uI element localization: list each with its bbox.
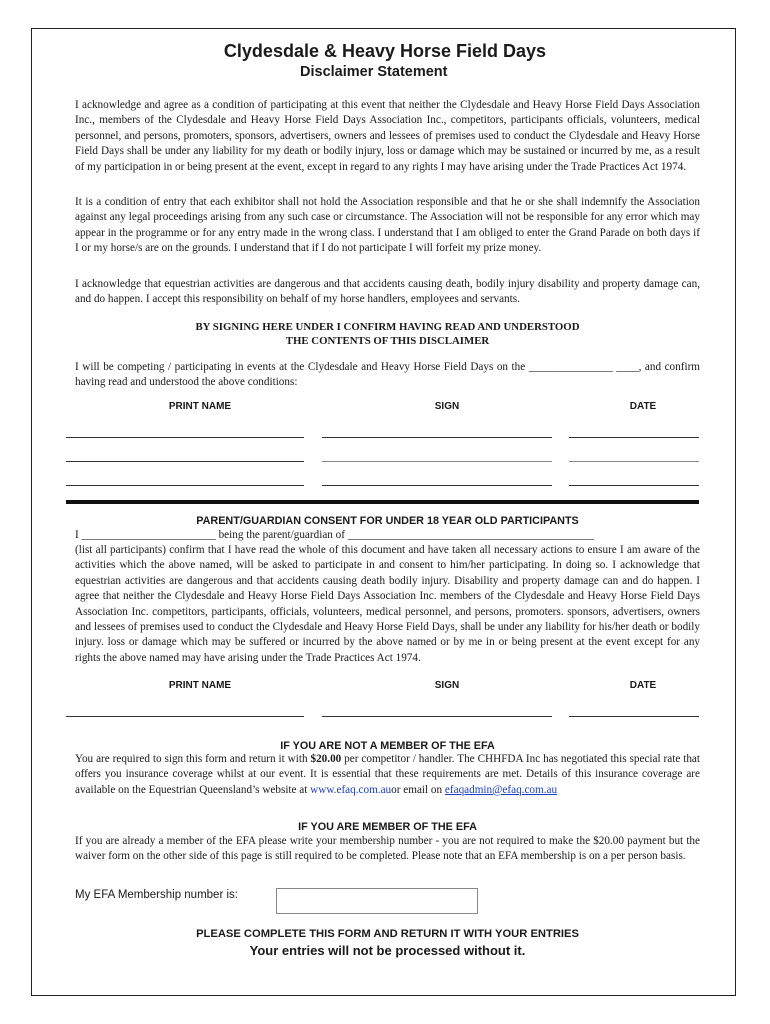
parent-date-header: DATE	[629, 680, 657, 691]
print-name-line-1[interactable]	[66, 437, 304, 438]
section-divider	[66, 500, 699, 504]
parent-print-name-header: PRINT NAME	[168, 680, 232, 691]
efaq-website-link[interactable]: www.efaq.com.au	[310, 783, 392, 796]
sign-line-2[interactable]	[322, 461, 552, 462]
date-line-1[interactable]	[569, 437, 699, 438]
print-name-line-3[interactable]	[66, 485, 304, 486]
fee-amount: $20.00	[310, 753, 342, 765]
date-header: DATE	[629, 401, 657, 412]
document-subtitle: Disclaimer Statement	[300, 64, 448, 80]
sign-line-3[interactable]	[322, 485, 552, 486]
print-name-header: PRINT NAME	[168, 401, 232, 412]
disclaimer-paragraph-2: It is a condition of entry that each exhibitor shall not hold the Association responsible and that he or she shall indemnify the Association against any legal proceedings arising from any such case or circumstance. The Association will not be responsible for any error which may appear in the programme or for any entry made in the wrong class. I understand that I am obliged to enter the Grand Parade on both days if I or my horse/s are on the grounds. I understand that if I do not participate I will forfeit my prize money.	[75, 196, 700, 255]
parent-print-name-line[interactable]	[66, 716, 304, 717]
confirm-line-1: BY SIGNING HERE UNDER I CONFIRM HAVING READ AND UNDERSTOOD	[195, 321, 580, 333]
parent-sign-header: SIGN	[434, 680, 460, 691]
parent-sign-line[interactable]	[322, 716, 552, 717]
non-member-text: You are required to sign this form and return it with $20.00 per competitor / handler. The CHHFDA Inc has negotiated this special rate that offers you insurance coverage whilst at our event. It is essential that these requirements are met. Details of this insurance coverage are available on the Equestrian Queensland’s website at www.efaq.com.auor email on efaqadmin@efaq.com.au	[75, 753, 700, 796]
document-title: Clydesdale & Heavy Horse Field Days	[223, 41, 547, 61]
competing-statement: I will be competing / participating in events at the Clydesdale and Heavy Horse Field Days on the _______________ ____, and confirm having read and understood the above conditions:	[75, 361, 700, 389]
efa-membership-label: My EFA Membership number is:	[75, 889, 238, 901]
sign-line-1[interactable]	[322, 437, 552, 438]
parent-consent-body: (list all participants) confirm that I have read the whole of this document and have taken all necessary actions to ensure I am aware of the activities which the above named, will be asked to participate in and consent to him/her participating. In doing so. I acknowledge that equestrian activities are dangerous and that accidents causing death bodily injury. Disability and property damage can and do happen. I agree that neither the Clydesdale and Heavy Horse Field Days Association Inc. members of the Clydesdale and Heavy Horse Field Days Association Inc. competitors, participants, officials, volunteers, medical personnel, and persons, promoters. sponsors, advertisers, owners and lessees of premises used to conduct the Clydesdale and Heavy Horse Field Days, shall be under any liability for his/her death or bodily injury. loss or damage which may be suffered or incurred by the above named or by me in or being present at the event except for any rights the above named may have arising under the Trade Practices Act 1974.	[75, 544, 700, 664]
disclaimer-paragraph-3: I acknowledge that equestrian activities are dangerous and that accidents causing death, bodily injury disability and property damage can, and do happen. I accept this responsibility on behalf of my horse handlers, employees and servants.	[75, 278, 700, 306]
non-member-heading: IF YOU ARE NOT A MEMBER OF THE EFA	[280, 740, 495, 752]
member-heading: IF YOU ARE MEMBER OF THE EFA	[298, 821, 477, 833]
efa-membership-number-input[interactable]	[276, 888, 478, 914]
date-line-2[interactable]	[569, 461, 699, 462]
sign-header: SIGN	[434, 401, 460, 412]
parent-consent-heading: PARENT/GUARDIAN CONSENT FOR UNDER 18 YEAR OLD PARTICIPANTS	[196, 515, 579, 527]
print-name-line-2[interactable]	[66, 461, 304, 462]
efaq-email-link[interactable]: efaqadmin@efaq.com.au	[444, 783, 558, 796]
parent-guardian-line: I ________________________ being the parent/guardian of ____________________________________________	[75, 529, 594, 541]
disclaimer-paragraph-1: I acknowledge and agree as a condition of participating at this event that neither the Clydesdale and Heavy Horse Field Days Association Inc., members of the Clydesdale and Heavy Horse Field Days Association Inc., competitors, participants officials, volunteers, medical personnel, and persons, promoters, sponsors, advertisers, owners and lessees of premises used to conduct the Clydesdale and Heavy Horse Field Days shall be under any liability for my death or bodily injury, loss or damage which may be sustained or incurred by me, as a result of my participation in or being present at the event, except in regard to any rights I may have arising under the Trade Practices Act 1974.	[75, 99, 700, 173]
confirm-line-2: THE CONTENTS OF THIS DISCLAIMER	[285, 335, 490, 347]
member-text: If you are already a member of the EFA please write your membership number - you are not required to make the $20.00 payment but the waiver form on the other side of this page is still required to be completed. Please note that an EFA membership is on a per person basis.	[75, 835, 700, 863]
footer-instruction: PLEASE COMPLETE THIS FORM AND RETURN IT WITH YOUR ENTRIES	[196, 928, 579, 940]
footer-warning: Your entries will not be processed without it.	[249, 943, 526, 958]
parent-date-line[interactable]	[569, 716, 699, 717]
date-line-3[interactable]	[569, 485, 699, 486]
